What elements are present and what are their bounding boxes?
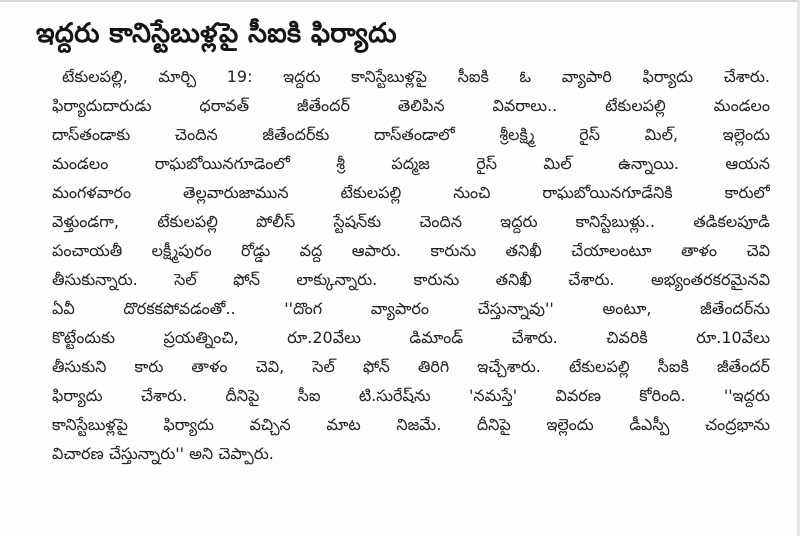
body-line: విచారణ చేస్తున్నారు'' అని చెప్పారు.: [52, 444, 274, 463]
body-line: కానిస్టేబుళ్లపై ఫిర్యాదు వచ్చిన మాట నిజమే. దీనిపై ఇల్లెందు డీఎస్పీ చంద్రభాను: [52, 415, 770, 434]
body-line: తీసుకున్నారు. సెల్ ఫోన్ లాక్కున్నారు. కారును తనిఖీ చేశారు. అభ్యంతరకరమైనవి: [52, 270, 770, 289]
body-line: ఏవీ దొరకకపోవడంతో.. ''దొంగ వ్యాపారం చేస్తున్నావు'' అంటూ, జీతేందర్‌ను: [52, 299, 770, 318]
body-line: మండలం రాఘబోయినగూడెంలో శ్రీ పద్మజ రైస్ మిల్ ఉన్నాయి. ఆయన: [52, 154, 770, 173]
body-line: టేకులపల్లి, మార్చి 19: ఇద్దరు కానిస్టేబుళ్లపై సీఐకి ఓ వ్యాపారి ఫిర్యాదు చేశారు.: [62, 67, 770, 86]
headline: ఇద్దరు కానిస్టేబుళ్లపై సీఐకి ఫిర్యాదు: [36, 18, 397, 49]
body-line: కొట్టేందుకు ప్రయత్నించి, రూ.20వేలు డిమాండ్ చేశారు. చివరికి రూ.10వేలు: [52, 328, 770, 347]
body-line: పంచాయతీ లక్ష్మీపురం రోడ్డు వద్ద ఆపారు. కారును తనిఖీ చేయాలంటూ తాళం చెవి: [52, 241, 770, 260]
top-border-rule: [0, 0, 800, 2]
article-body: [52, 62, 770, 468]
body-line: ఫిర్యాదుదారుడు ధరావత్ జీతేందర్ తెలిపిన వివరాలు.. టేకులపల్లి మండలం: [52, 96, 770, 115]
body-line: ఫిర్యాదు చేశారు. దీనిపై సీఐ టి.సురేష్‌ను 'నమస్తే' వివరణ కోరింది. ''ఇద్దరు: [52, 386, 770, 405]
body-line: మంగళవారం తెల్లవారుజామున టేకులపల్లి నుంచి రాఘబోయినగూడేనికి కారులో: [52, 183, 770, 202]
body-line: తీసుకుని కారు తాళం చెవి, సెల్ ఫోన్ తిరిగి ఇచ్చేశారు. టేకులపల్లి సీఐకి జీతేందర్: [52, 357, 770, 376]
body-line: వెళ్తుండగా, టేకులపల్లి పోలీస్ స్టేషన్‌కు చెందిన ఇద్దరు కానిస్టేబుళ్లు.. తడికలపూడి: [52, 212, 770, 231]
body-line: దాస్‌తండాకు చెందిన జీతేందర్‌కు దాస్‌తండాలో శ్రీలక్ష్మి రైస్ మిల్, ఇల్లెందు: [52, 125, 770, 144]
